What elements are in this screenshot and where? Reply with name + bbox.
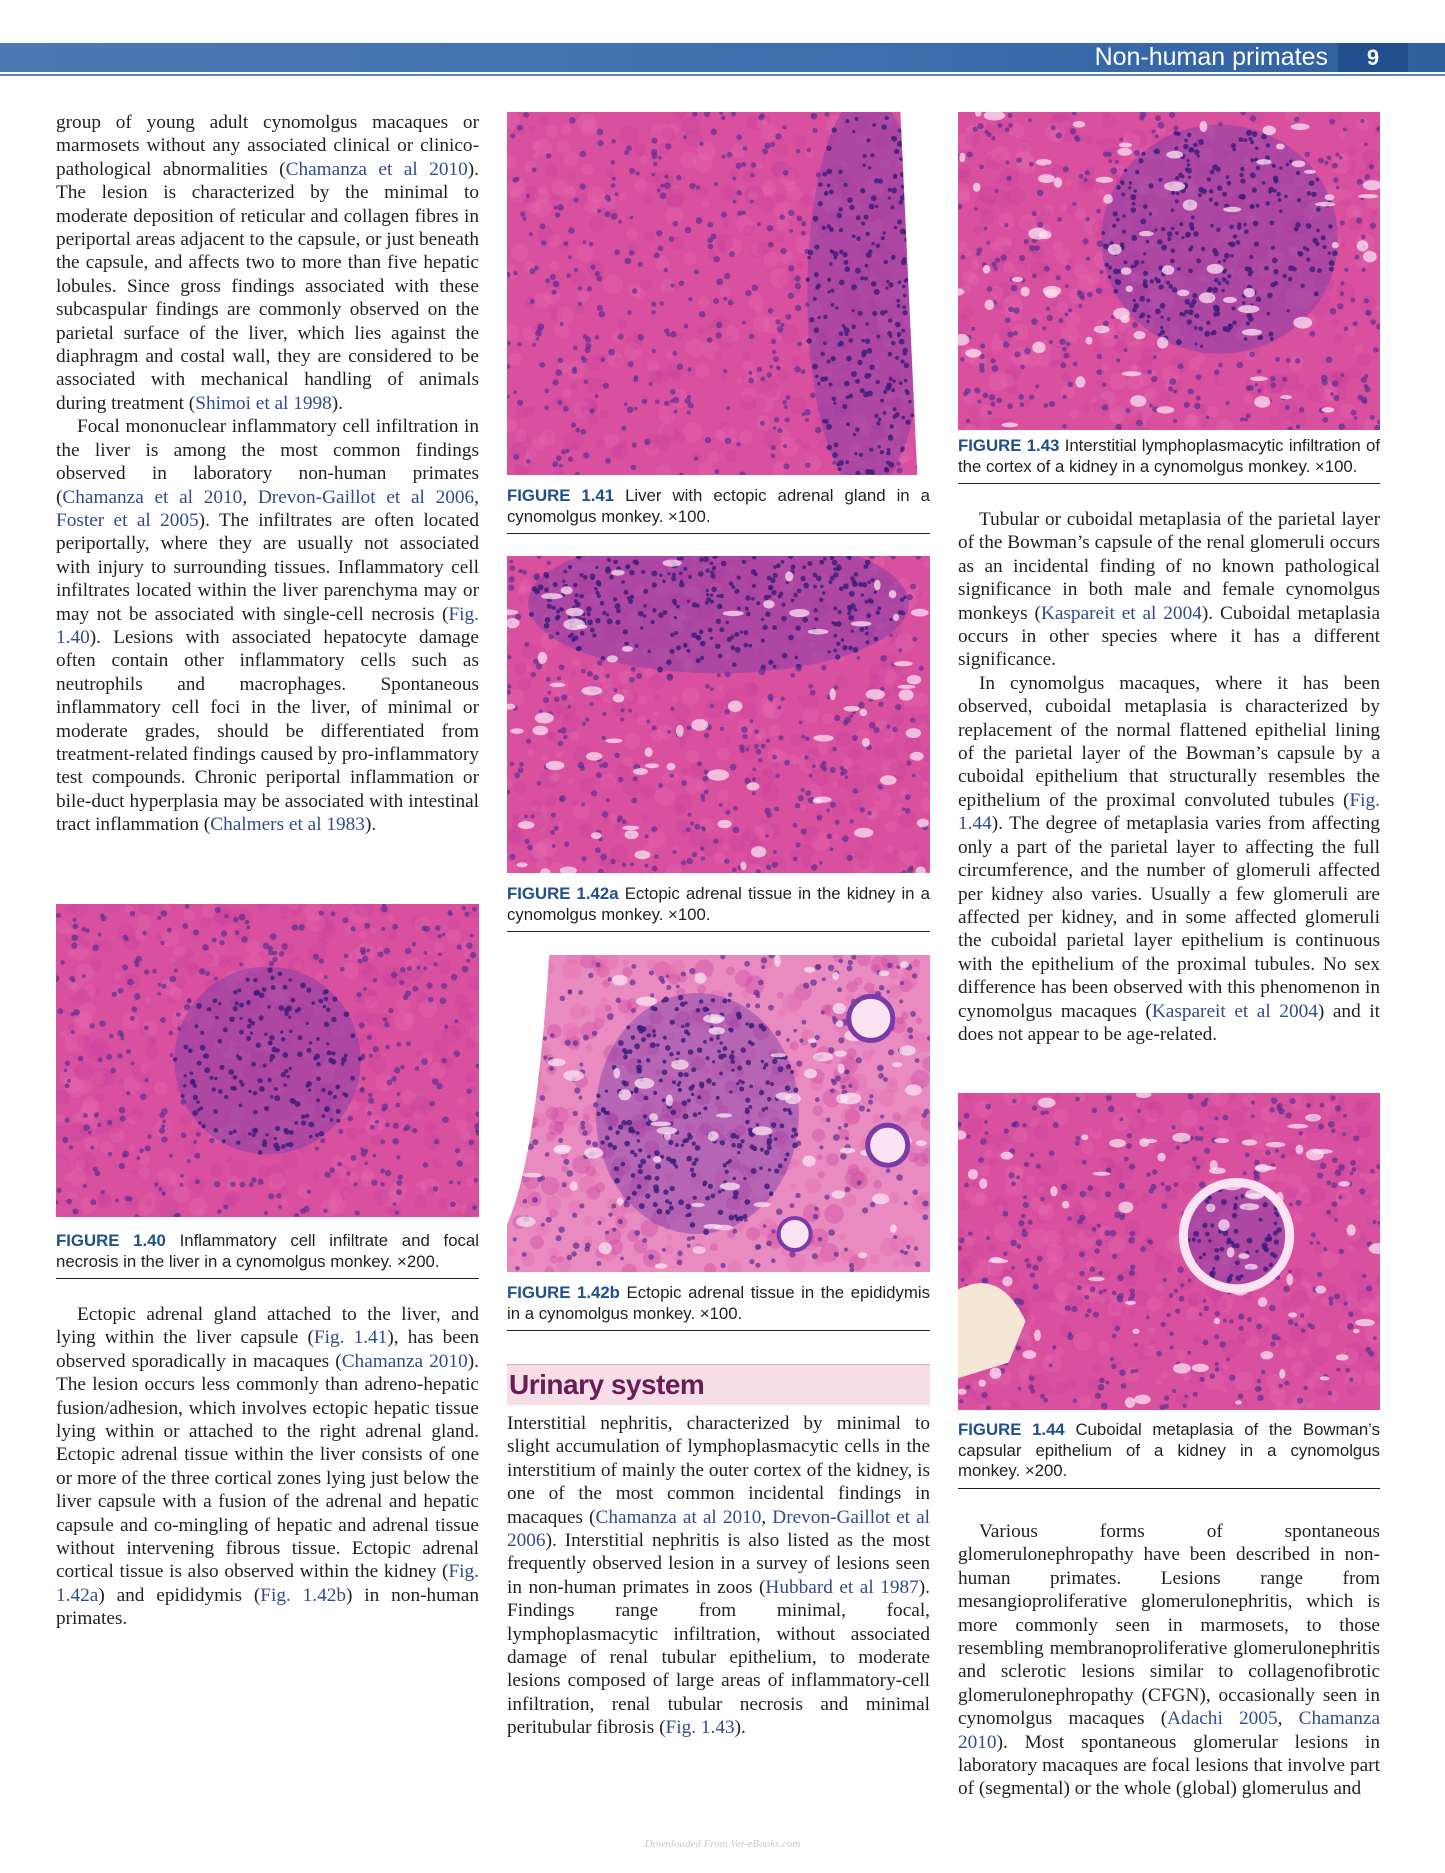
- caption-label: FIGURE 1.42b: [507, 1283, 620, 1302]
- reference-link[interactable]: Shimoi et al 1998: [195, 392, 332, 414]
- reference-link[interactable]: Chamanza et al 2010: [62, 486, 243, 508]
- reference-link[interactable]: Fig. 1.43: [665, 1717, 735, 1739]
- body-paragraph: [56, 111, 479, 415]
- reference-link[interactable]: Chamanza 2010: [958, 1708, 1381, 1753]
- figure-1-43-image: [958, 112, 1380, 430]
- reference-link[interactable]: Fig. 1.44: [958, 789, 1380, 835]
- reference-link[interactable]: Kaspareit et al 2004: [1040, 602, 1202, 624]
- paragraph-text: ) in non-human primates.: [56, 1584, 479, 1630]
- paragraph-text: ).: [331, 392, 344, 414]
- reference-link[interactable]: Fig. 1.41: [313, 1327, 388, 1349]
- reference-link[interactable]: Kaspareit et al 2004: [1151, 1000, 1318, 1022]
- col3-text-top: [958, 508, 1380, 1046]
- caption-text: Ectopic adrenal tissue in the kidney in a cynomolgus monkey. ×100.: [507, 884, 931, 924]
- body-paragraph: [958, 1520, 1380, 1801]
- paragraph-text: Interstitial nephritis, characterized by minimal to slight accumulation of lymphoplasmacytic cells in the interstitium of mainly the outer cortex of the kidney, is one of the most common incidental findings in macaques (: [507, 1413, 930, 1528]
- figure-1-40-caption: [56, 1231, 479, 1279]
- caption-text: Liver with ectopic adrenal gland in a cynomolgus monkey. ×100.: [507, 486, 930, 526]
- figure-1-44-caption: [958, 1420, 1380, 1489]
- reference-link[interactable]: Drevon-Gaillot et al 2006: [507, 1506, 930, 1552]
- paragraph-text: ) and it does not appear to be age-related.: [958, 1000, 1381, 1045]
- caption-label: FIGURE 1.44: [958, 1420, 1065, 1439]
- caption-label: FIGURE 1.41: [507, 486, 615, 505]
- reference-link[interactable]: Foster et al 2005: [56, 509, 199, 531]
- reference-link[interactable]: Drevon-Gaillot et al 2006: [257, 486, 475, 508]
- paragraph-text: group of young adult cynomolgus macaques or marmosets without any associated clinical or clinico-pathological abnormalities (: [56, 112, 479, 180]
- figure-1-42b-caption: [507, 1283, 930, 1331]
- col3-text-bottom: [958, 1520, 1380, 1801]
- micrograph-epididymis-adrenal: [507, 955, 930, 1272]
- figure-1-42a-image: [507, 556, 930, 873]
- paragraph-text: ). Findings range from minimal, focal, lymphoplasmacytic infiltration, without associated damage of renal tubular epithelium, to moderate lesions composed of large areas of inflammatory-cell infiltration, renal tubular necrosis and minimal peritubular fibrosis (: [507, 1576, 930, 1739]
- caption-text: Interstitial lymphoplasmacytic infiltration of the cortex of a kidney in a cynomolgus monkey. ×100.: [958, 436, 1380, 476]
- col1-text-top: [56, 111, 479, 837]
- paragraph-text: ). The infiltrates are often located periportally, where they are usually not associated with injury to surrounding tissues. Inflammatory cell infiltrates located within the liver parenchyma may or may not be associated with single-cell necrosis (: [56, 509, 479, 625]
- figure-1-42a-caption: [507, 884, 930, 932]
- col2-urinary-text: [507, 1412, 930, 1740]
- paragraph-text: ). Cuboidal metaplasia occurs in other species where it has a different significance.: [958, 602, 1380, 671]
- paragraph-text: ). The lesion occurs less commonly than adreno-hepatic fusion/adhesion, which involves ectopic hepatic tissue lying within or attached to the right adrenal gland. Ectopic adrenal tissue within the liver consists of one or more of the three cortical zones lying just below the liver capsule with a fusion of the adrenal and hepatic capsule and co-mingling of hepatic and adrenal tissue without intervening fibrous tissue. Ectopic adrenal cortical tissue is also observed within the kidney (: [56, 1350, 479, 1583]
- section-heading-urinary-system: [507, 1364, 930, 1405]
- figure-1-42b-image: [507, 955, 930, 1272]
- micrograph-liver-adrenal: [507, 112, 930, 475]
- figure-1-40-image: [56, 904, 479, 1217]
- section-heading-text: Urinary system: [509, 1369, 705, 1400]
- paragraph-text: ). Lesions with associated hepatocyte damage often contain other inflammatory cells such as neutrophils and macrophages. Spontaneous inflammatory cell foci in the liver, of minimal or moderate grades, should be differentiated from treatment-related findings caused by pro-inflammatory test compounds. Chronic periportal inflammation or bile-duct hyperplasia may be associated with intestinal tract inflammation (: [56, 626, 479, 836]
- figure-1-41-caption: [507, 486, 930, 534]
- col1-text-bottom: [56, 1303, 479, 1631]
- paragraph-text: Ectopic adrenal gland attached to the liver, and lying within the liver capsule (: [56, 1304, 479, 1349]
- caption-label: FIGURE 1.43: [958, 436, 1060, 455]
- paragraph-text: ). The degree of metaplasia varies from affecting only a part of the parietal layer to affecting the full circumference, and the number of glomeruli affected per kidney also varies. Usually a few glomeruli are affected per kidney, and in some affected glomeruli the cuboidal parietal layer epithelium is continuous with the epithelium of the proximal tubules. No sex difference has been observed with this phenomenon in cynomolgus macaques (: [958, 813, 1380, 1022]
- reference-link[interactable]: Fig. 1.42a: [56, 1561, 479, 1606]
- micrograph-kidney-adrenal: [507, 556, 930, 873]
- reference-link[interactable]: Chalmers et al 1983: [210, 814, 365, 836]
- body-paragraph: [507, 1412, 930, 1740]
- paragraph-text: Tubular or cuboidal metaplasia of the parietal layer of the Bowman’s capsule of the renal glomeruli occurs as an incidental finding of no known pathological significance in both male and female cynomolgus monkeys (: [958, 509, 1380, 624]
- header-rule: [0, 74, 1445, 76]
- paragraph-text: In cynomolgus macaques, where it has been observed, cuboidal metaplasia is characterized by replacement of the normal flattened epithelial lining of the parietal layer of the Bowman’s capsule by a cuboidal epithelium that structurally resembles the epithelium of the proximal convoluted tubules (: [958, 672, 1380, 811]
- caption-text: Inflammatory cell infiltrate and focal necrosis in the liver in a cynomolgus monkey. ×200.: [56, 1231, 479, 1271]
- paragraph-text: ).: [734, 1717, 746, 1739]
- paragraph-text: ). The lesion is characterized by the minimal to moderate deposition of reticular and collagen fibres in periportal areas adjacent to the capsule, or just beneath the capsule, and affects two to more than five hepatic lobules. Since gross findings associated with these subcaspular findings are commonly observed on the parietal surface of the liver, which lies against the diaphragm and costal wall, they are considered to be associated with mechanical handling of animals during treatment (: [56, 158, 479, 414]
- micrograph-kidney-interstitial: [958, 112, 1380, 430]
- paragraph-text: ), has been observed sporadically in macaques (: [56, 1327, 480, 1372]
- paragraph-text: ). Most spontaneous glomerular lesions in laboratory macaques are focal lesions that involve part of (segmental) or the whole (global) glomerulus and: [958, 1731, 1380, 1800]
- body-paragraph: [958, 508, 1380, 672]
- body-paragraph: [56, 415, 479, 836]
- page-number: 9: [1338, 43, 1408, 72]
- paragraph-text: ,: [1277, 1708, 1299, 1730]
- reference-link[interactable]: Hubbard et al 1987: [765, 1576, 919, 1598]
- paragraph-text: ,: [761, 1506, 773, 1528]
- caption-label: FIGURE 1.42a: [507, 884, 619, 903]
- reference-link[interactable]: Adachi 2005: [1167, 1708, 1278, 1730]
- running-header-title: Non-human primates: [1094, 43, 1328, 71]
- caption-label: FIGURE 1.40: [56, 1231, 166, 1250]
- reference-link[interactable]: Chamanza et al 2010: [285, 158, 468, 180]
- footer-watermark: Downloaded From Vet-eBooks.com: [644, 1838, 801, 1850]
- paragraph-text: Focal mononuclear inflammatory cell infiltration in the liver is among the most common findings observed in laboratory non-human primates (: [56, 416, 479, 508]
- caption-text: Cuboidal metaplasia of the Bowman’s capsular epithelium of a kidney in a cynomolgus monkey. ×200.: [958, 1420, 1380, 1480]
- paragraph-text: ). Interstitial nephritis is also listed as the most frequently observed lesion in a survey of lesions seen in non-human primates in zoos (: [507, 1530, 930, 1598]
- paragraph-text: ).: [364, 814, 377, 836]
- caption-text: Ectopic adrenal tissue in the epididymis in a cynomolgus monkey. ×100.: [507, 1283, 930, 1323]
- micrograph-liver-infiltrate: [56, 904, 479, 1217]
- figure-1-44-image: [958, 1093, 1380, 1410]
- reference-link[interactable]: Fig. 1.40: [56, 603, 479, 648]
- body-paragraph: [56, 1303, 479, 1631]
- micrograph-kidney-glomerulus: [958, 1093, 1380, 1410]
- reference-link[interactable]: Fig. 1.42b: [260, 1584, 347, 1606]
- figure-1-43-caption: [958, 436, 1380, 484]
- paragraph-text: ,: [474, 486, 479, 508]
- figure-1-41-image: [507, 112, 930, 475]
- paragraph-text: Various forms of spontaneous glomerulonephropathy have been described in non-human primates. Lesions range from mesangioproliferative glomerulonephritis, which is more commonly seen in marmosets, to those resembling membranoproliferative glomerulonephritis and sclerotic lesions similar to collagenofibrotic glomerulonephropathy (CFGN), occasionally seen in cynomolgus macaques (: [958, 1521, 1380, 1730]
- body-paragraph: [958, 672, 1380, 1047]
- paragraph-text: ) and epididymis (: [98, 1584, 261, 1606]
- paragraph-text: ,: [242, 486, 258, 508]
- reference-link[interactable]: Chamanza at al 2010: [595, 1506, 762, 1528]
- reference-link[interactable]: Chamanza 2010: [341, 1350, 468, 1372]
